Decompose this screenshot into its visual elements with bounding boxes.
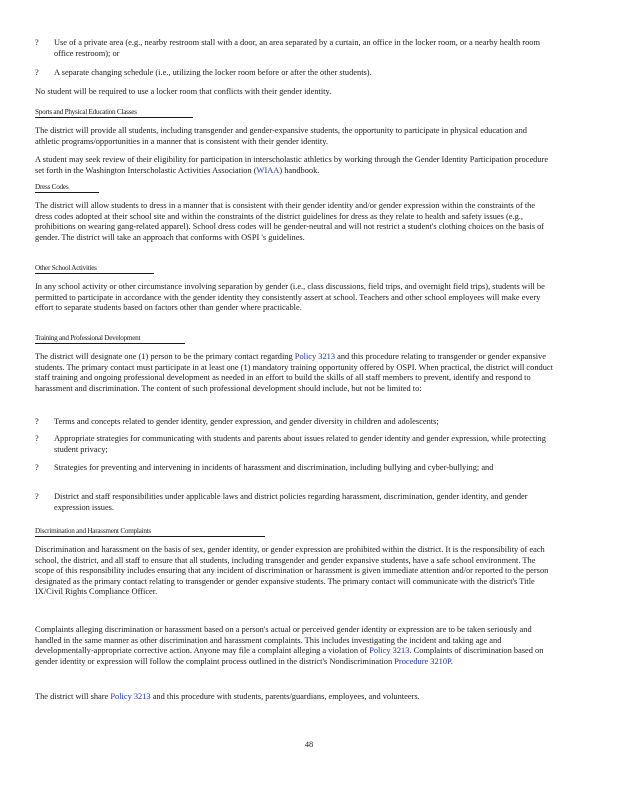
locker-room-note: No student will be required to use a locker room that conflicts with their gender identity. <box>35 87 332 96</box>
procedure-3210p-link[interactable]: Procedure 3210P <box>394 656 451 666</box>
paragraph: In any school activity or other circumstance involving separation by gender (i.e., class discussions, field trips, and overnight field trips), students will be permitted to participate in accordance with the gender identity they consistently assert at school. Teachers and other school employees will make every effort to separate students based on factors other than gender where practicable. <box>35 282 545 313</box>
list-item: Terms and concepts related to gender identity, gender expression, and gender diversity in children and adolescents; <box>54 417 439 426</box>
paragraph: Discrimination and harassment on the basis of sex, gender identity, or gender expression are prohibited within the district. It is the responsibility of each school, the district, and all staff to ensure that all students, including transgender and gender expansive students, have a safe school environment. The scope of this responsibility includes ensuring that any incident of discrimination or harassment is given immediate attention and/or reported to the person designated as the primary contact relating to transgender or gender expansive students. The primary contact will communicate with the district's Title IX/Civil Rights Compliance Officer. <box>35 545 549 597</box>
paragraph: The district will allow students to dress in a manner that is consistent with their gender identity and/or gender expression within the constraints of the dress codes adopted at their school site and within the constraints of the district guidelines for dress as they relate to health and safety issues (e.g., prohibitions on wearing gang-related apparel). School dress codes will be gender-neutral and will not restrict a student's clothing choices on the basis of gender. The district will take an approach that conforms with OSPI 's guidelines. <box>35 201 545 242</box>
list-item: Use of a private area (e.g., nearby restroom stall with a door, an area separated by a curtain, an office in the locker room, or a nearby health room office restroom); or <box>54 38 540 58</box>
bullet-marker: ? <box>35 492 39 501</box>
wiaa-link[interactable]: WIAA <box>256 165 280 175</box>
bullet-marker: ? <box>35 38 39 47</box>
paragraph: The district will designate one (1) person to be the primary contact regarding Policy 3213 and this procedure relating to transgender or gender expansive students. The primary contact must participate in at least one (1) mandatory training opportunity offered by OSPI. When practical, the district will conduct staff training and ongoing professional development as needed in an effort to build the skills of all staff members to prevent, identify and respond to harassment and discrimination. The content of such professional development should include, but not be limited to: <box>35 352 553 393</box>
list-item: District and staff responsibilities under applicable laws and district policies regarding harassment, discrimination, gender identity, and gender expression issues. <box>54 492 528 512</box>
bullet-marker: ? <box>35 463 39 472</box>
section-heading-other-activities: Other School Activities <box>35 264 154 274</box>
page-number: 48 <box>304 740 314 749</box>
paragraph: The district will provide all students, including transgender and gender-expansive students, the opportunity to participate in physical education and athletic programs/opportunities in a manner that is consistent with their gender identity. <box>35 126 527 146</box>
policy-3213-link[interactable]: Policy 3213 <box>110 692 151 701</box>
list-item: Appropriate strategies for communicating with students and parents about issues related to gender identity and gender expression, while protecting student privacy; <box>54 434 546 454</box>
section-heading-training: Training and Professional Development <box>35 334 185 344</box>
bullet-marker: ? <box>35 434 39 443</box>
bullet-marker: ? <box>35 68 39 77</box>
paragraph: Complaints alleging discrimination or harassment based on a person's actual or perceived gender identity or expression are to be taken seriously and handled in the same manner as other discrimination and harassment complaints. This includes investigating the incident and taking age and developmentally-appropriate corrective action. Anyone may file a complaint alleging a violation of Policy 3213. Complaints of discrimination based on gender identity or expression will follow the complaint process outlined in the district's Nondiscrimination Procedure 3210P. <box>35 625 544 666</box>
policy-3213-link[interactable]: Policy 3213 <box>294 352 336 361</box>
list-item: A separate changing schedule (i.e., utilizing the locker room before or after the other students). <box>54 68 372 77</box>
section-heading-sports: Sports and Physical Education Classes <box>35 108 193 118</box>
list-item: Strategies for preventing and intervening in incidents of harassment and discrimination, including bullying and cyber-bullying; and <box>54 463 494 472</box>
bullet-marker: ? <box>35 417 39 426</box>
paragraph: The district will share Policy 3213 and this procedure with students, parents/guardians, employees, and volunteers. <box>35 692 420 701</box>
paragraph: A student may seek review of their eligibility for participation in interscholastic athletics by working through the Gender Identity Participation procedure set forth in the Washington Interscholastic Activities Association (WIAA) handbook. <box>35 155 549 175</box>
section-heading-dress-codes: Dress Codes <box>35 183 99 193</box>
section-heading-discrimination: Discrimination and Harassment Complaints <box>35 527 265 537</box>
policy-3213-link[interactable]: Policy 3213 <box>369 646 410 656</box>
